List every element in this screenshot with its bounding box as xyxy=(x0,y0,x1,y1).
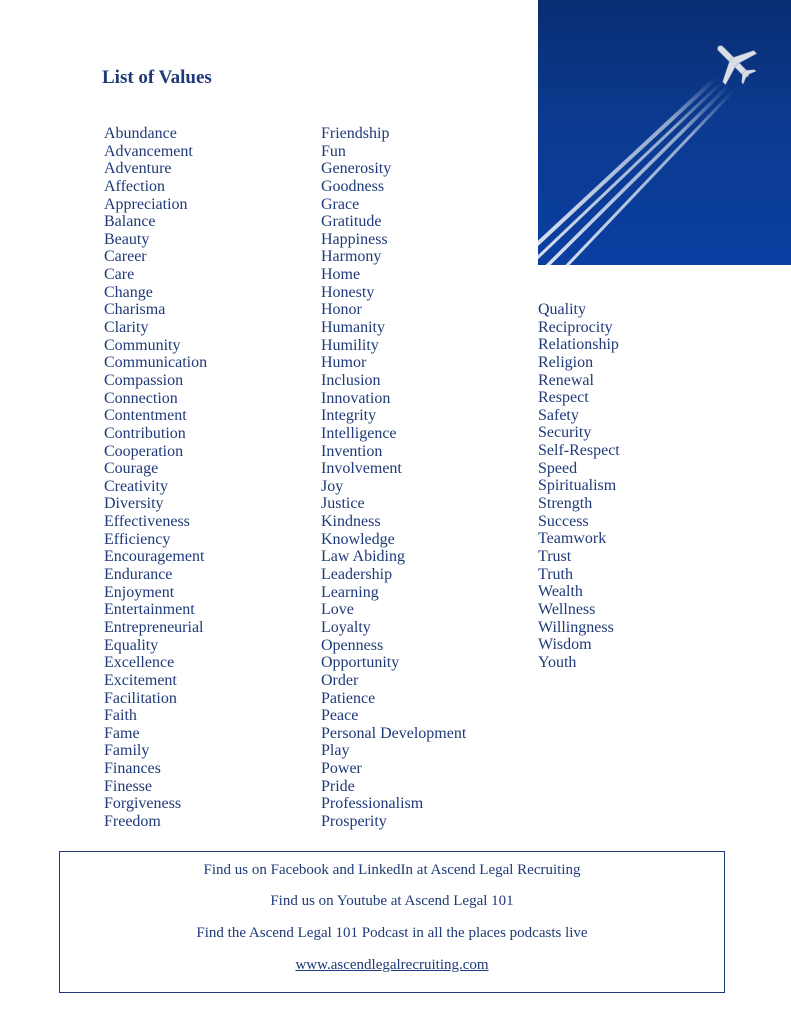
value-item: Teamwork xyxy=(538,530,607,548)
value-item: Home xyxy=(321,266,361,284)
value-item: Loyalty xyxy=(321,618,371,636)
value-item: Pride xyxy=(321,777,355,795)
value-item: Power xyxy=(321,760,362,778)
value-item: Fame xyxy=(104,724,140,742)
value-item: Justice xyxy=(321,495,365,513)
value-item: Harmony xyxy=(321,248,382,266)
value-item: Adventure xyxy=(104,160,172,178)
value-item: Beauty xyxy=(104,230,150,248)
value-item: Cooperation xyxy=(104,442,184,460)
value-item: Law Abiding xyxy=(321,548,405,566)
value-item: Personal Development xyxy=(321,724,467,742)
value-item: Equality xyxy=(104,636,159,654)
value-item: Grace xyxy=(321,195,360,213)
value-item: Wellness xyxy=(538,600,596,618)
value-item: Speed xyxy=(538,459,578,477)
value-item: Diversity xyxy=(104,495,164,513)
value-item: Spiritualism xyxy=(538,477,617,495)
value-item: Change xyxy=(104,283,153,301)
value-item: Charisma xyxy=(104,301,166,319)
value-item: Intelligence xyxy=(321,424,397,442)
value-item: Appreciation xyxy=(104,195,188,213)
value-item: Freedom xyxy=(104,812,161,830)
value-item: Truth xyxy=(538,565,573,583)
value-item: Advancement xyxy=(104,142,193,160)
value-item: Humility xyxy=(321,336,379,354)
values-column-3 xyxy=(538,301,620,671)
value-item: Honesty xyxy=(321,283,375,301)
value-item: Communication xyxy=(104,354,208,372)
value-item: Play xyxy=(321,742,350,760)
value-item: Order xyxy=(321,671,359,689)
value-item: Enjoyment xyxy=(104,583,175,601)
footer-podcast: Find the Ascend Legal 101 Podcast in all the places podcasts live xyxy=(196,925,588,941)
value-item: Finesse xyxy=(104,777,152,795)
value-item: Wealth xyxy=(538,583,583,601)
value-item: Joy xyxy=(321,477,344,495)
value-item: Opportunity xyxy=(321,654,400,672)
value-item: Love xyxy=(321,601,354,619)
value-item: Trust xyxy=(538,547,572,565)
value-item: Facilitation xyxy=(104,689,177,707)
value-item: Friendship xyxy=(321,125,390,142)
value-item: Encouragement xyxy=(104,548,205,566)
value-item: Entrepreneurial xyxy=(104,618,204,636)
values-column-1 xyxy=(104,125,207,831)
value-item: Invention xyxy=(321,442,383,460)
value-item: Excellence xyxy=(104,654,175,672)
contact-footer-box xyxy=(59,851,725,993)
value-item: Strength xyxy=(538,495,593,513)
value-item: Safety xyxy=(538,406,579,424)
contrails xyxy=(538,78,734,265)
value-item: Care xyxy=(104,266,135,284)
value-item: Renewal xyxy=(538,371,594,389)
value-item: Balance xyxy=(104,213,156,231)
footer-facebook-linkedin: Find us on Facebook and LinkedIn at Ascend Legal Recruiting xyxy=(203,862,581,878)
value-item: Faith xyxy=(104,707,137,725)
value-item: Family xyxy=(104,742,150,760)
website-link[interactable]: www.ascendlegalrecruiting.com xyxy=(295,957,489,973)
value-item: Religion xyxy=(538,353,594,371)
value-item: Openness xyxy=(321,636,384,654)
value-item: Integrity xyxy=(321,407,377,425)
value-item: Respect xyxy=(538,389,589,407)
value-item: Excitement xyxy=(104,671,177,689)
value-item: Abundance xyxy=(104,125,177,142)
value-item: Forgiveness xyxy=(104,795,182,813)
value-item: Honor xyxy=(321,301,362,319)
value-item: Success xyxy=(538,512,589,530)
value-item: Knowledge xyxy=(321,530,395,548)
value-item: Clarity xyxy=(104,319,149,337)
value-item: Professionalism xyxy=(321,795,424,813)
value-item: Contribution xyxy=(104,424,186,442)
value-item: Courage xyxy=(104,460,159,478)
value-item: Kindness xyxy=(321,513,381,531)
value-item: Entertainment xyxy=(104,601,195,619)
value-item: Security xyxy=(538,424,592,442)
value-item: Gratitude xyxy=(321,213,382,231)
value-item: Finances xyxy=(104,760,161,778)
value-item: Learning xyxy=(321,583,379,601)
value-item: Willingness xyxy=(538,618,614,636)
value-item: Generosity xyxy=(321,160,392,178)
footer-website-line xyxy=(60,957,724,974)
value-item: Connection xyxy=(104,389,178,407)
value-item: Peace xyxy=(321,707,359,725)
value-item: Leadership xyxy=(321,566,393,584)
value-item: Career xyxy=(104,248,147,266)
value-item: Endurance xyxy=(104,566,173,584)
value-item: Innovation xyxy=(321,389,391,407)
value-item: Humor xyxy=(321,354,367,372)
value-item: Involvement xyxy=(321,460,402,478)
value-item: Affection xyxy=(104,177,166,195)
page-title: List of Values xyxy=(102,67,212,88)
value-item: Inclusion xyxy=(321,371,381,389)
value-item: Creativity xyxy=(104,477,168,495)
value-item: Effectiveness xyxy=(104,513,190,531)
value-item: Goodness xyxy=(321,177,385,195)
value-item: Efficiency xyxy=(104,530,171,548)
value-item: Patience xyxy=(321,689,376,707)
value-item: Self-Respect xyxy=(538,442,620,460)
value-item: Reciprocity xyxy=(538,318,613,336)
sky-illustration xyxy=(538,0,791,265)
value-item: Youth xyxy=(538,653,577,671)
hero-sky-image xyxy=(538,0,791,265)
value-item: Contentment xyxy=(104,407,187,425)
value-item: Happiness xyxy=(321,230,388,248)
value-item: Community xyxy=(104,336,181,354)
values-column-2 xyxy=(321,125,466,831)
value-item: Compassion xyxy=(104,371,184,389)
footer-youtube: Find us on Youtube at Ascend Legal 101 xyxy=(270,893,514,909)
value-item: Wisdom xyxy=(538,636,592,654)
value-item: Prosperity xyxy=(321,812,387,830)
value-item: Fun xyxy=(321,142,346,160)
value-item: Quality xyxy=(538,301,586,318)
value-item: Relationship xyxy=(538,336,619,354)
value-item: Humanity xyxy=(321,319,385,337)
